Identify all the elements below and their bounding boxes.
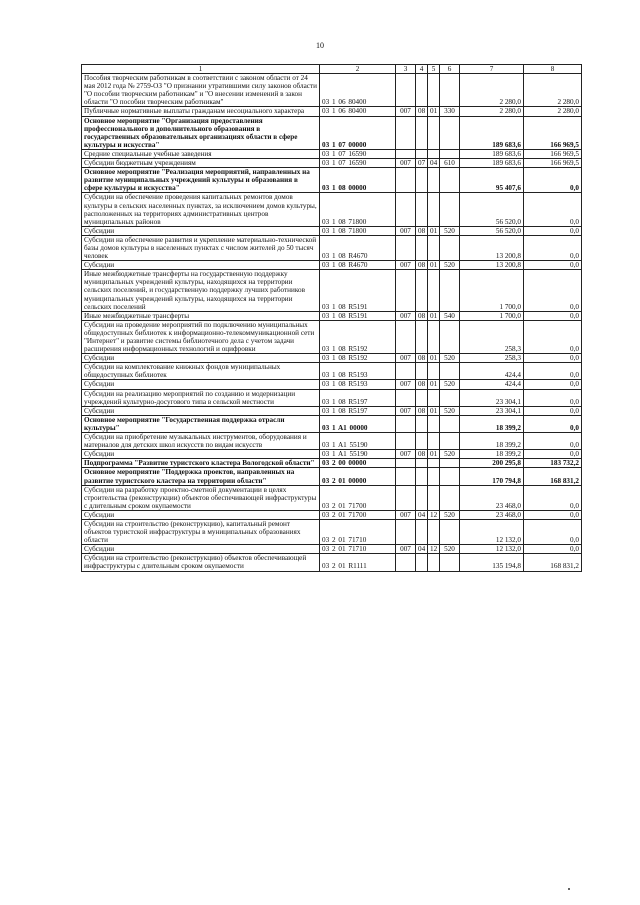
expense-type-cell: 520 [440, 226, 460, 235]
subsection-cell [428, 235, 440, 260]
expense-type-cell: 520 [440, 261, 460, 270]
expense-type-cell [440, 320, 460, 353]
amount-year2-cell: 166 969,5 [524, 116, 582, 149]
ministry-code-cell [396, 149, 416, 158]
amount-year1-cell: 18 399,2 [460, 433, 524, 450]
table-row [82, 168, 582, 193]
row-name-cell: Субсидии [82, 226, 320, 235]
amount-year2-cell: 168 831,2 [524, 468, 582, 485]
ministry-code-cell [396, 235, 416, 260]
amount-year1-cell: 189 683,6 [460, 149, 524, 158]
section-cell [416, 116, 428, 149]
amount-year2-cell: 0,0 [524, 270, 582, 311]
section-cell: 08 [416, 380, 428, 389]
amount-year2-cell: 0,0 [524, 415, 582, 432]
expense-type-cell [440, 468, 460, 485]
row-name-cell: Субсидии [82, 380, 320, 389]
subsection-cell [428, 363, 440, 380]
amount-year1-cell: 13 200,8 [460, 261, 524, 270]
amount-year2-cell: 0,0 [524, 389, 582, 406]
subsection-cell [428, 415, 440, 432]
amount-year1-cell: 258,3 [460, 354, 524, 363]
amount-year2-cell: 0,0 [524, 433, 582, 450]
row-name-cell: Субсидии на строительство (реконструкцию), капитальный ремонт объектов туристской инфраструктуры в муниципальных образованиях области [82, 519, 320, 544]
amount-year2-cell: 0,0 [524, 193, 582, 226]
row-name-cell: Основное мероприятие "Реализация мероприятий, направленных на развитие муниципальных учреждений культуры и образования в сфере культуры и искусства" [82, 168, 320, 193]
subsection-cell [428, 485, 440, 510]
section-cell [416, 485, 428, 510]
expense-type-cell: 540 [440, 311, 460, 320]
row-name-cell: Субсидии на приобретение музыкальных инструментов, оборудования и материалов для детских школ искусств по видам искусств [82, 433, 320, 450]
subsection-cell: 01 [428, 406, 440, 415]
table-row [82, 389, 582, 406]
subsection-cell: 01 [428, 226, 440, 235]
row-name-cell: Субсидии на обеспечение развития и укрепление материально-технической базы домов культуры в населенных пунктах с числом жителей до 50 тысяч человек [82, 235, 320, 260]
row-name-cell: Основное мероприятие "Поддержка проектов, направленных на развитие туристского кластера на территории области" [82, 468, 320, 485]
header-col-2: 2 [320, 65, 396, 74]
subsection-cell: 01 [428, 354, 440, 363]
expense-type-cell [440, 519, 460, 544]
section-cell: 04 [416, 545, 428, 554]
row-name-cell: Субсидии [82, 261, 320, 270]
amount-year2-cell: 0,0 [524, 226, 582, 235]
subsection-cell [428, 459, 440, 468]
table-row [82, 554, 582, 571]
amount-year1-cell: 135 194,8 [460, 554, 524, 571]
section-cell: 04 [416, 510, 428, 519]
table-row [82, 354, 582, 363]
ministry-code-cell: 007 [396, 159, 416, 168]
section-cell: 08 [416, 261, 428, 270]
section-cell [416, 415, 428, 432]
row-name-cell: Иные межбюджетные трансферты на государственную поддержку муниципальных учреждений культуры, находящихся на территории сельских поселений, и государственную поддержку лучших работников муниципальных учреждений культуры, находящихся на территории сельских поселений [82, 270, 320, 311]
subsection-cell: 12 [428, 545, 440, 554]
table-row [82, 235, 582, 260]
table-row [82, 450, 582, 459]
row-name-cell: Субсидии [82, 450, 320, 459]
budget-code-cell: 03 2 01 71710 [320, 519, 396, 544]
amount-year1-cell: 2 280,0 [460, 107, 524, 116]
expense-type-cell [440, 415, 460, 432]
expense-type-cell [440, 235, 460, 260]
amount-year1-cell: 2 280,0 [460, 74, 524, 107]
ministry-code-cell [396, 519, 416, 544]
ministry-code-cell [396, 554, 416, 571]
row-name-cell: Субсидии на строительство (реконструкцию) объектов обеспечивающей инфраструктуры с длительным сроком окупаемости [82, 554, 320, 571]
budget-code-cell: 03 1 08 R5191 [320, 270, 396, 311]
section-cell [416, 168, 428, 193]
header-col-8: 8 [524, 65, 582, 74]
budget-code-cell: 03 1 07 16590 [320, 159, 396, 168]
amount-year2-cell: 0,0 [524, 320, 582, 353]
expense-type-cell [440, 116, 460, 149]
amount-year2-cell: 0,0 [524, 545, 582, 554]
subsection-cell: 01 [428, 261, 440, 270]
amount-year2-cell: 0,0 [524, 168, 582, 193]
ministry-code-cell [396, 74, 416, 107]
subsection-cell [428, 193, 440, 226]
table-row [82, 459, 582, 468]
ministry-code-cell [396, 363, 416, 380]
table-row [82, 363, 582, 380]
expense-type-cell: 520 [440, 380, 460, 389]
expense-type-cell [440, 554, 460, 571]
subsection-cell: 01 [428, 311, 440, 320]
amount-year2-cell: 0,0 [524, 450, 582, 459]
expense-type-cell: 520 [440, 450, 460, 459]
amount-year2-cell: 0,0 [524, 406, 582, 415]
amount-year1-cell: 189 683,6 [460, 116, 524, 149]
ministry-code-cell [396, 459, 416, 468]
row-name-cell: Субсидии [82, 510, 320, 519]
budget-code-cell: 03 1 A1 55190 [320, 450, 396, 459]
subsection-cell: 01 [428, 380, 440, 389]
ministry-code-cell [396, 193, 416, 226]
subsection-cell [428, 270, 440, 311]
budget-code-cell: 03 2 01 71700 [320, 510, 396, 519]
table-row [82, 380, 582, 389]
row-name-cell: Публичные нормативные выплаты гражданам несоциального характера [82, 107, 320, 116]
amount-year2-cell: 0,0 [524, 510, 582, 519]
section-cell: 07 [416, 159, 428, 168]
expense-type-cell [440, 193, 460, 226]
budget-code-cell: 03 1 08 71800 [320, 193, 396, 226]
table-row [82, 149, 582, 158]
subsection-cell [428, 519, 440, 544]
amount-year1-cell: 1 700,0 [460, 270, 524, 311]
section-cell [416, 389, 428, 406]
subsection-cell: 12 [428, 510, 440, 519]
table-row [82, 74, 582, 107]
amount-year1-cell: 170 794,8 [460, 468, 524, 485]
ministry-code-cell [396, 433, 416, 450]
scan-mark [568, 888, 570, 890]
section-cell [416, 554, 428, 571]
subsection-cell [428, 74, 440, 107]
amount-year1-cell: 56 520,0 [460, 193, 524, 226]
amount-year2-cell: 0,0 [524, 485, 582, 510]
ministry-code-cell [396, 116, 416, 149]
budget-code-cell: 03 1 07 16590 [320, 149, 396, 158]
section-cell: 08 [416, 226, 428, 235]
amount-year2-cell: 166 969,5 [524, 149, 582, 158]
table-row [82, 485, 582, 510]
expense-type-cell: 520 [440, 545, 460, 554]
expense-type-cell [440, 270, 460, 311]
header-col-1: 1 [82, 65, 320, 74]
amount-year2-cell: 183 732,2 [524, 459, 582, 468]
table-row [82, 510, 582, 519]
table-row [82, 406, 582, 415]
table-row [82, 320, 582, 353]
ministry-code-cell [396, 320, 416, 353]
subsection-cell [428, 554, 440, 571]
amount-year2-cell: 0,0 [524, 354, 582, 363]
amount-year2-cell: 2 280,0 [524, 107, 582, 116]
budget-code-cell: 03 1 08 R5193 [320, 380, 396, 389]
row-name-cell: Субсидии бюджетным учреждениям [82, 159, 320, 168]
ministry-code-cell: 007 [396, 450, 416, 459]
table-row [82, 107, 582, 116]
ministry-code-cell: 007 [396, 261, 416, 270]
row-name-cell: Подпрограмма "Развитие туристского кластера Вологодской области" [82, 459, 320, 468]
budget-code-cell: 03 1 06 80400 [320, 107, 396, 116]
budget-code-cell: 03 1 06 80400 [320, 74, 396, 107]
amount-year1-cell: 18 399,2 [460, 450, 524, 459]
amount-year1-cell: 23 468,0 [460, 485, 524, 510]
budget-code-cell: 03 1 08 R5197 [320, 389, 396, 406]
budget-code-cell: 03 2 01 71710 [320, 545, 396, 554]
budget-table [81, 64, 582, 572]
section-cell [416, 320, 428, 353]
table-row [82, 261, 582, 270]
ministry-code-cell: 007 [396, 354, 416, 363]
budget-code-cell: 03 1 08 R5192 [320, 320, 396, 353]
header-col-3: 3 [396, 65, 416, 74]
amount-year1-cell: 258,3 [460, 320, 524, 353]
amount-year1-cell: 56 520,0 [460, 226, 524, 235]
budget-code-cell: 03 1 08 R5191 [320, 311, 396, 320]
subsection-cell [428, 149, 440, 158]
subsection-cell [428, 433, 440, 450]
amount-year1-cell: 23 468,0 [460, 510, 524, 519]
ministry-code-cell: 007 [396, 406, 416, 415]
budget-code-cell: 03 2 01 00000 [320, 468, 396, 485]
ministry-code-cell: 007 [396, 226, 416, 235]
budget-code-cell: 03 1 A1 55190 [320, 433, 396, 450]
header-col-4: 4 [416, 65, 428, 74]
budget-code-cell: 03 1 07 00000 [320, 116, 396, 149]
expense-type-cell: 520 [440, 406, 460, 415]
section-cell [416, 270, 428, 311]
budget-code-cell: 03 1 08 R5197 [320, 406, 396, 415]
section-cell: 08 [416, 406, 428, 415]
section-cell [416, 193, 428, 226]
row-name-cell: Субсидии [82, 545, 320, 554]
subsection-cell: 01 [428, 107, 440, 116]
ministry-code-cell: 007 [396, 380, 416, 389]
expense-type-cell [440, 168, 460, 193]
amount-year1-cell: 12 132,0 [460, 545, 524, 554]
amount-year1-cell: 424,4 [460, 380, 524, 389]
row-name-cell: Субсидии на реализацию мероприятий по созданию и модернизации учреждений культурно-досугового типа в сельской местности [82, 389, 320, 406]
section-cell: 08 [416, 311, 428, 320]
ministry-code-cell [396, 485, 416, 510]
budget-code-cell: 03 1 08 00000 [320, 168, 396, 193]
budget-code-cell: 03 1 08 R4670 [320, 261, 396, 270]
expense-type-cell [440, 389, 460, 406]
table-row [82, 159, 582, 168]
amount-year1-cell: 12 132,0 [460, 519, 524, 544]
table-row [82, 193, 582, 226]
amount-year2-cell: 168 831,2 [524, 554, 582, 571]
budget-code-cell: 03 1 08 R5192 [320, 354, 396, 363]
header-row [82, 65, 582, 74]
ministry-code-cell: 007 [396, 510, 416, 519]
section-cell [416, 149, 428, 158]
amount-year1-cell: 95 407,6 [460, 168, 524, 193]
ministry-code-cell [396, 468, 416, 485]
budget-code-cell: 03 2 01 71700 [320, 485, 396, 510]
expense-type-cell [440, 485, 460, 510]
row-name-cell: Пособия творческим работникам в соответствии с законом области от 24 мая 2012 года № 2759-ОЗ "О признании утратившими силу законов области "О пособии творческим работникам" и "О внесении изменений в закон области "О пособии творческим работникам" [82, 74, 320, 107]
row-name-cell: Иные межбюджетные трансферты [82, 311, 320, 320]
header-col-5: 5 [428, 65, 440, 74]
amount-year2-cell: 0,0 [524, 311, 582, 320]
ministry-code-cell [396, 415, 416, 432]
expense-type-cell [440, 74, 460, 107]
section-cell [416, 235, 428, 260]
expense-type-cell: 520 [440, 510, 460, 519]
subsection-cell [428, 116, 440, 149]
expense-type-cell [440, 363, 460, 380]
amount-year1-cell: 1 700,0 [460, 311, 524, 320]
subsection-cell [428, 320, 440, 353]
row-name-cell: Средние специальные учебные заведения [82, 149, 320, 158]
amount-year1-cell: 23 304,1 [460, 406, 524, 415]
expense-type-cell: 520 [440, 354, 460, 363]
ministry-code-cell: 007 [396, 107, 416, 116]
section-cell [416, 363, 428, 380]
expense-type-cell: 330 [440, 107, 460, 116]
amount-year1-cell: 18 399,2 [460, 415, 524, 432]
table-row [82, 468, 582, 485]
budget-code-cell: 03 2 00 00000 [320, 459, 396, 468]
budget-code-cell: 03 1 A1 00000 [320, 415, 396, 432]
amount-year2-cell: 0,0 [524, 380, 582, 389]
subsection-cell [428, 168, 440, 193]
row-name-cell: Субсидии на обеспечение проведения капитальных ремонтов домов культуры в сельских населенных пунктах, за исключением домов культуры, расположенных на территориях административных центров муниципальных районов [82, 193, 320, 226]
row-name-cell: Основное мероприятие "Государственная поддержка отрасли культуры" [82, 415, 320, 432]
expense-type-cell [440, 149, 460, 158]
ministry-code-cell [396, 389, 416, 406]
row-name-cell: Субсидии [82, 354, 320, 363]
subsection-cell [428, 468, 440, 485]
ministry-code-cell: 007 [396, 545, 416, 554]
table-row [82, 270, 582, 311]
budget-code-cell: 03 1 08 R5193 [320, 363, 396, 380]
ministry-code-cell [396, 168, 416, 193]
section-cell [416, 433, 428, 450]
expense-type-cell: 610 [440, 159, 460, 168]
amount-year2-cell: 0,0 [524, 235, 582, 260]
expense-type-cell [440, 459, 460, 468]
section-cell: 08 [416, 354, 428, 363]
table-row [82, 433, 582, 450]
amount-year2-cell: 0,0 [524, 363, 582, 380]
table-row [82, 226, 582, 235]
budget-code-cell: 03 2 01 R1111 [320, 554, 396, 571]
budget-code-cell: 03 1 08 R4670 [320, 235, 396, 260]
section-cell [416, 468, 428, 485]
budget-code-cell: 03 1 08 71800 [320, 226, 396, 235]
table-row [82, 545, 582, 554]
table-row [82, 415, 582, 432]
ministry-code-cell [396, 270, 416, 311]
amount-year2-cell: 0,0 [524, 261, 582, 270]
section-cell [416, 519, 428, 544]
table-row [82, 116, 582, 149]
row-name-cell: Субсидии на разработку проектно-сметной документации в целях строительства (реконструкции) объектов обеспечивающей инфраструктуры с длительным сроком окупаемости [82, 485, 320, 510]
expense-type-cell [440, 433, 460, 450]
amount-year1-cell: 23 304,1 [460, 389, 524, 406]
amount-year1-cell: 189 683,6 [460, 159, 524, 168]
section-cell: 08 [416, 107, 428, 116]
table-row [82, 519, 582, 544]
amount-year1-cell: 13 200,8 [460, 235, 524, 260]
amount-year1-cell: 200 295,8 [460, 459, 524, 468]
section-cell [416, 459, 428, 468]
amount-year2-cell: 0,0 [524, 519, 582, 544]
section-cell: 08 [416, 450, 428, 459]
row-name-cell: Субсидии на проведение мероприятий по подключению муниципальных общедоступных библиотек к информационно-телекоммуникационной сети "Интернет" и развитие системы библиотечного дела с учетом задачи расширения информационных технологий и оцифровки [82, 320, 320, 353]
ministry-code-cell: 007 [396, 311, 416, 320]
amount-year2-cell: 2 280,0 [524, 74, 582, 107]
page-number: 10 [316, 41, 324, 50]
header-col-7: 7 [460, 65, 524, 74]
row-name-cell: Субсидии на комплектование книжных фондов муниципальных общедоступных библиотек [82, 363, 320, 380]
subsection-cell: 04 [428, 159, 440, 168]
subsection-cell [428, 389, 440, 406]
amount-year2-cell: 166 969,5 [524, 159, 582, 168]
table-row [82, 311, 582, 320]
row-name-cell: Основное мероприятие "Организация предоставления профессионального и дополнительного образования в государственных образовательных организациях области в сфере культуры и искусства" [82, 116, 320, 149]
row-name-cell: Субсидии [82, 406, 320, 415]
section-cell [416, 74, 428, 107]
amount-year1-cell: 424,4 [460, 363, 524, 380]
header-col-6: 6 [440, 65, 460, 74]
subsection-cell: 01 [428, 450, 440, 459]
